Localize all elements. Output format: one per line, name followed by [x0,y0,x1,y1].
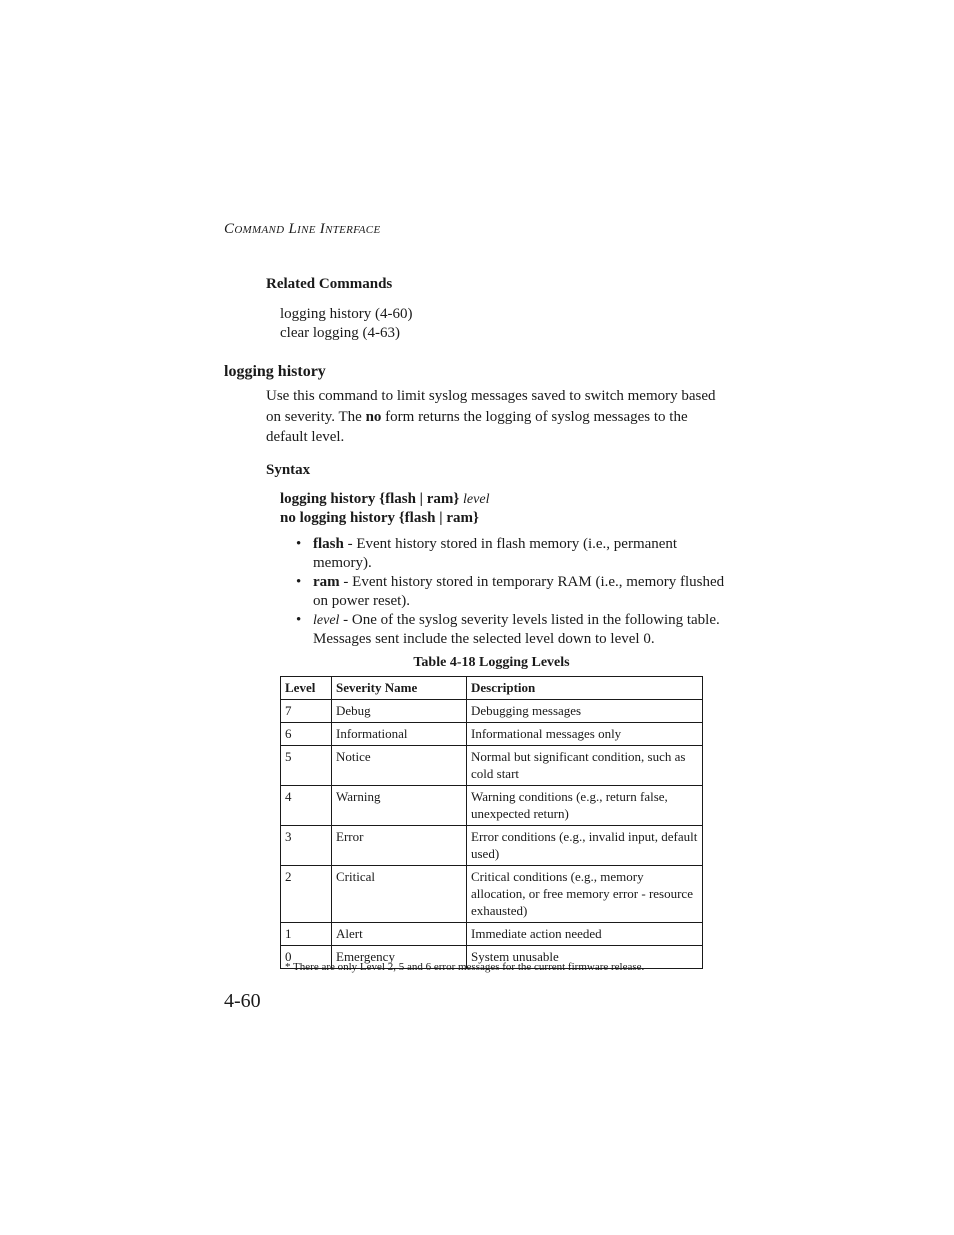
cell-severity: Critical [332,866,467,923]
syntax-parameter: level [463,492,490,507]
cell-level: 5 [281,746,332,786]
cell-description: Debugging messages [467,700,703,723]
bullet-marker: • [296,612,302,628]
bullet-marker: • [296,536,302,552]
syntax-block [280,490,489,528]
table-row [281,723,703,746]
column-header-severity-name: Severity Name [332,677,467,700]
parameter-list [296,535,731,649]
syntax-command: logging history {flash | ram} [280,491,460,507]
parameter-text: - Event history stored in temporary RAM (i.e., memory flushed on power reset). [313,574,725,609]
cell-level: 2 [281,866,332,923]
cell-level: 6 [281,723,332,746]
syntax-line [280,509,489,528]
logging-levels-table [280,676,703,969]
related-commands-list [280,305,413,342]
cell-description: System unusable [467,946,703,969]
cell-level: 4 [281,786,332,826]
parameter-term: level [313,613,340,628]
command-title: logging history [224,363,326,380]
cell-severity: Notice [332,746,467,786]
column-header-level: Level [281,677,332,700]
table-row [281,923,703,946]
table-footnote: * There are only Level 2, 5 and 6 error messages for the current firmware release. [285,961,645,973]
parameter-term: ram [313,574,340,590]
cell-description: Normal but significant condition, such as cold start [467,746,703,786]
description-keyword: no [365,408,382,425]
parameter-text: - One of the syslog severity levels listed in the following table. Messages sent include the selected level down to level 0. [313,612,720,647]
cell-description: Critical conditions (e.g., memory allocation, or free memory error - resource exhausted) [467,866,703,923]
related-commands-heading: Related Commands [266,276,393,292]
parameter-text: - Event history stored in flash memory (i.e., permanent memory). [313,536,678,571]
running-header [224,221,380,238]
cell-severity: Emergency [332,946,467,969]
description-text: Use this command to limit syslog messages saved to switch memory based on severity. The [266,388,716,425]
cell-description: Immediate action needed [467,923,703,946]
cell-level: 1 [281,923,332,946]
cell-severity: Debug [332,700,467,723]
cell-severity: Warning [332,786,467,826]
syntax-heading: Syntax [266,462,311,478]
table-caption: Table 4-18 Logging Levels [413,655,570,670]
cell-level: 7 [281,700,332,723]
cell-description: Warning conditions (e.g., return false, unexpected return) [467,786,703,826]
cell-severity: Alert [332,923,467,946]
related-command-item: logging history (4-60) [280,306,413,322]
table-row [281,786,703,826]
table-header-row [281,677,703,700]
cell-severity: Informational [332,723,467,746]
parameter-term: flash [313,536,344,552]
parameter-item [296,573,731,611]
column-header-description: Description [467,677,703,700]
table-row [281,826,703,866]
running-header-text: COMMAND LINE INTERFACE [224,221,381,237]
command-description [266,386,726,448]
cell-level: 0 [281,946,332,969]
syntax-line [280,490,489,509]
cell-description: Informational messages only [467,723,703,746]
parameter-item [296,535,731,573]
cell-level: 3 [281,826,332,866]
description-text: form returns the logging of syslog messages to the default level. [266,408,688,445]
cell-severity: Error [332,826,467,866]
table-row [281,866,703,923]
cell-description: Error conditions (e.g., invalid input, default used) [467,826,703,866]
table-row [281,700,703,723]
table-row [281,746,703,786]
related-command-item: clear logging (4-63) [280,324,400,341]
page-number: 4-60 [224,990,261,1012]
parameter-item [296,611,731,649]
bullet-marker: • [296,574,302,590]
syntax-command: no logging history {flash | ram} [280,510,479,526]
